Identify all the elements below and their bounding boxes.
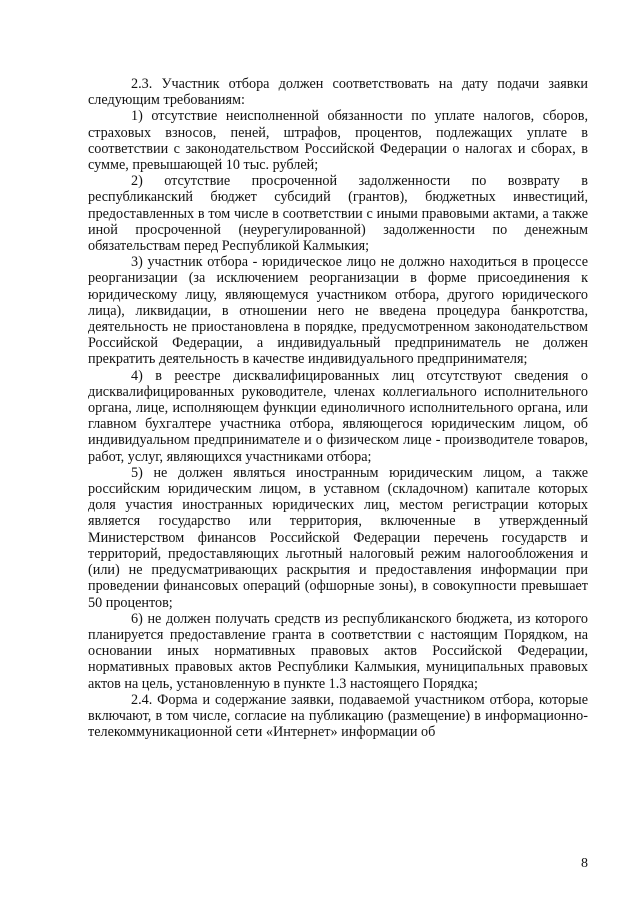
paragraph-2-3: 2.3. Участник отбора должен соответствовать на дату подачи заявки следующим требованиям: <box>88 76 588 109</box>
requirement-1: 1) отсутствие неисполненной обязанности по уплате налогов, сборов, страховых взносов, пеней, штрафов, процентов, подлежащих уплате в соответствии с законодательством Российской Федерации о налогах и сборах, в сумме, превышающей 10 тыс. рублей; <box>88 108 588 174</box>
requirement-4: 4) в реестре дисквалифицированных лиц отсутствуют сведения о дисквалифицированных руководителе, членах коллегиального исполнительного органа, лице, исполняющем функции единоличного исполнительного органа, или главном бухгалтере участника отбора, являющегося юридическим лицом, об индивидуальном предпринимателе и о физическом лице - производителе товаров, работ, услуг, являющихся участниками отбора; <box>88 367 588 465</box>
page-number: 8 <box>581 856 588 871</box>
requirement-2: 2) отсутствие просроченной задолженности по возврату в республиканский бюджет субсидий (грантов), бюджетных инвестиций, предоставленных в том числе в соответствии с иными правовыми актами, а также иной просроченной (неурегулированной) задолженности по денежным обязательствам перед Республикой Калмыкия; <box>88 173 588 255</box>
requirement-6: 6) не должен получать средств из республиканского бюджета, из которого планируется предоставление гранта в соответствии с настоящим Порядком, на основании иных нормативных правовых актов Российской Федерации, нормативных правовых актов Республики Калмыкия, муниципальных правовых актов на цель, установленную в пункте 1.3 настоящего Порядка; <box>88 610 588 692</box>
requirement-3: 3) участник отбора - юридическое лицо не должно находиться в процессе реорганизации (за исключением реорганизации в форме присоединения к юридическому лицу, являющемуся участником отбора, другого юридического лица), ликвидации, в отношении него не введена процедура банкротства, деятельность не приостановлена в порядке, предусмотренном законодательством Российской Федерации, а индивидуальный предприниматель не должен прекратить деятельность в качестве индивидуального предпринимателя; <box>88 254 588 368</box>
paragraph-2-4: 2.4. Форма и содержание заявки, подаваемой участником отбора, которые включают, в том числе, согласие на публикацию (размещение) в информационно-телекоммуникационной сети «Интернет» информации об <box>88 691 588 741</box>
requirement-5: 5) не должен являться иностранным юридическим лицом, а также российским юридическим лицом, в уставном (складочном) капитале которых доля участия иностранных юридических лиц, местом регистрации которых является государство или территория, включенные в утвержденный Министерством финансов Российской Федерации перечень государств и территорий, предоставляющих льготный налоговый режим налогообложения и (или) не предусматривающих раскрытия и предоставления информации при проведении финансовых операций (офшорные зоны), в совокупности превышает 50 процентов; <box>88 464 588 611</box>
document-body <box>88 76 588 740</box>
